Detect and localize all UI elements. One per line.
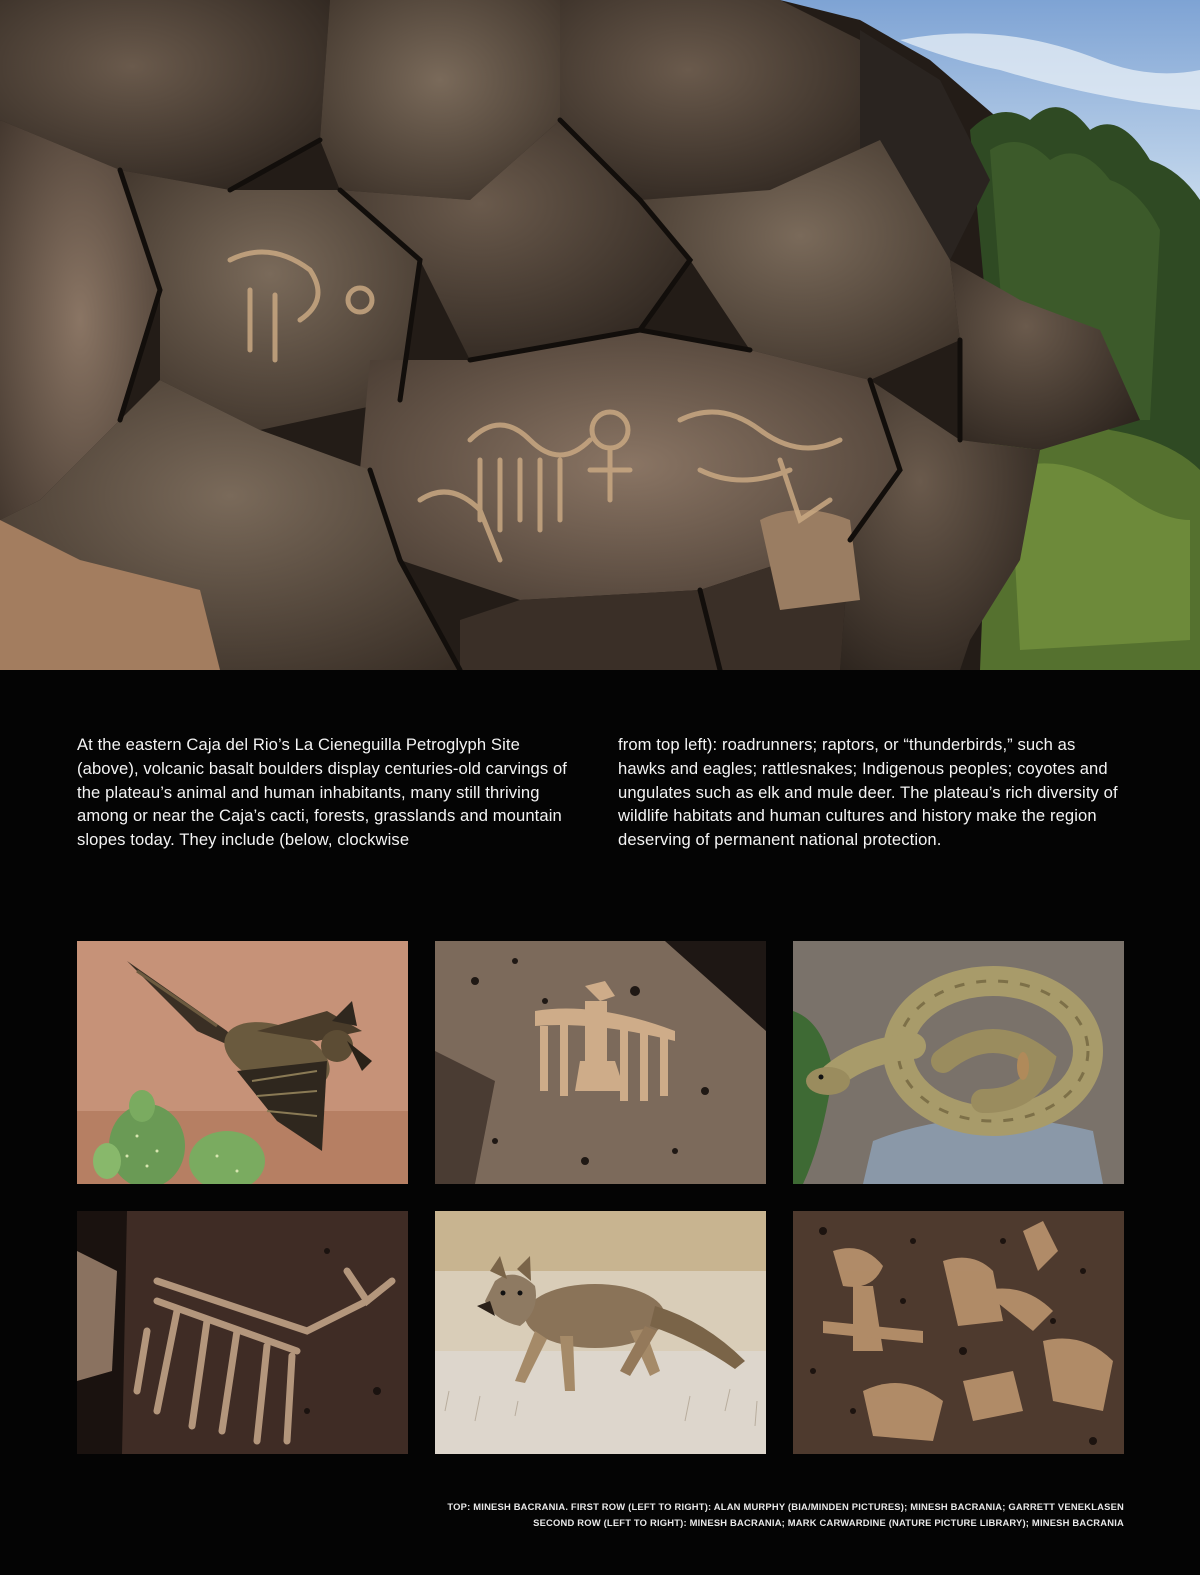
thunderbird-petroglyph-photo [435,941,766,1184]
roadrunner-photo [77,941,408,1184]
coyote-photo [435,1211,766,1454]
hero-photo [0,0,1200,670]
rattlesnake-photo [793,941,1124,1184]
photo-caption [77,733,1123,852]
ungulate-petroglyph-photo [77,1211,408,1454]
photo-grid [77,941,1124,1457]
human-petroglyph-photo [793,1211,1124,1454]
photo-credits [74,1499,1124,1531]
credits-line-1: TOP: MINESH BACRANIA. FIRST ROW (LEFT TO RIGHT): ALAN MURPHY (BIA/MINDEN PICTURES); MINESH BACRANIA; GARRETT VENEKLASEN [447,1501,1124,1512]
caption-column-right: from top left): roadrunners; raptors, or “thunderbirds,” such as hawks and eagles; rattlesnakes; Indigenous peoples; coyotes and ungulates such as elk and mule deer. The plateau’s rich diversity of wildlife habitats and human cultures and history make the region deserving of permanent national protection. [618,735,1118,850]
credits-line-2: SECOND ROW (LEFT TO RIGHT): MINESH BACRANIA; MARK CARWARDINE (NATURE PICTURE LIBRARY); MINESH BACRANIA [533,1517,1124,1528]
caption-column-left: At the eastern Caja del Rio’s La Cieneguilla Petroglyph Site (above), volcanic basalt boulders display centuries-old carvings of the plateau’s animal and human inhabitants, many still thriving among or near the Caja’s cacti, forests, grasslands and mountain slopes today. They include (below, clockwise [77,735,568,850]
